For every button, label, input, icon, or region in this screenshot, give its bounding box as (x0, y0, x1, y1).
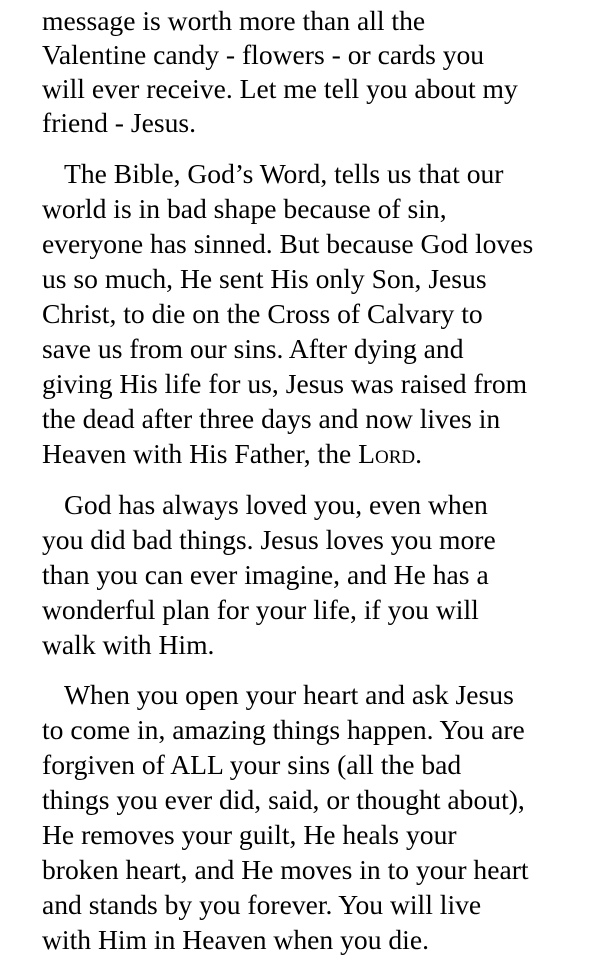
text-line: The Bible, God’s Word, tells us that our (64, 158, 504, 189)
text-line: the dead after three days and now lives in (42, 403, 501, 434)
text-line: will ever receive. Let me tell you about my (42, 73, 518, 104)
text-line: Christ, to die on the Cross of Calvary to (42, 298, 483, 329)
text-line: walk with Him. (42, 629, 215, 660)
text-line: When you open your heart and ask Jesus (64, 679, 514, 710)
text-line: broken heart, and He moves in to your heart (42, 854, 529, 885)
text-line: He removes your guilt, He heals your (42, 819, 457, 850)
text-line: to come in, amazing things happen. You are (42, 714, 525, 745)
text-line: and stands by you forever. You will live (42, 889, 482, 920)
text-segment: . (415, 438, 423, 469)
text-line: save us from our sins. After dying and (42, 333, 464, 364)
text-line: things you ever did, said, or thought about), (42, 784, 525, 815)
text-line: God has always loved you, even when (64, 489, 488, 520)
text-line: friend - Jesus. (42, 107, 197, 138)
text-line: than you can ever imagine, and He has a (42, 559, 489, 590)
text-line: everyone has sinned. But because God loves (42, 228, 534, 259)
text-line: world is in bad shape because of sin, (42, 193, 447, 224)
text-line (42, 437, 422, 471)
text-line: with Him in Heaven when you die. (42, 924, 429, 955)
text-line: wonderful plan for your life, if you will (42, 594, 479, 625)
text-line: forgiven of ALL your sins (all the bad (42, 749, 462, 780)
text-line: Valentine candy - flowers - or cards you (42, 39, 485, 70)
text-line: message is worth more than all the (42, 5, 426, 36)
text-line: us so much, He sent His only Son, Jesus (42, 263, 487, 294)
smallcaps-word: Lord (358, 438, 416, 469)
text-line: giving His life for us, Jesus was raised from (42, 368, 528, 399)
text-segment: Heaven with His Father, the (42, 438, 359, 469)
text-line: you did bad things. Jesus loves you more (42, 524, 496, 555)
